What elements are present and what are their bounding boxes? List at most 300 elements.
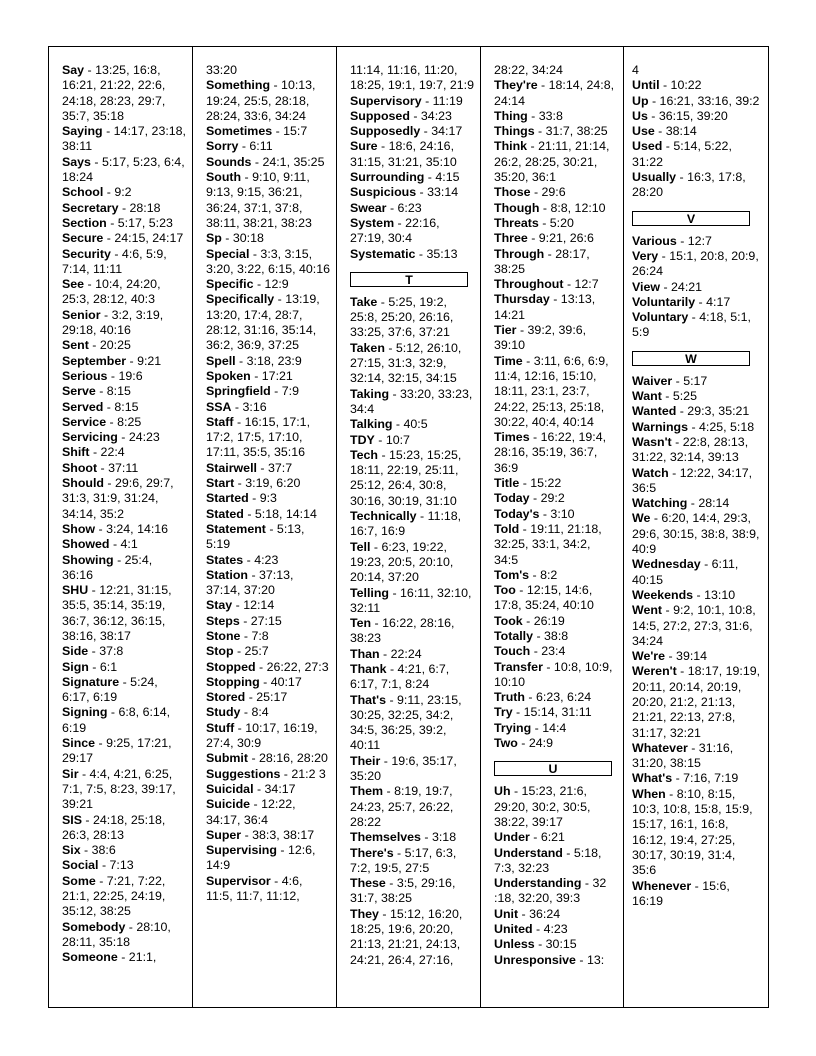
index-term: That's xyxy=(350,692,386,707)
index-page-refs: 27:15 xyxy=(250,613,282,628)
index-entry: Suggestions - 21:2 3 xyxy=(206,766,326,781)
index-term: Two xyxy=(494,736,518,751)
index-entry: Talking - 40:5 xyxy=(350,417,428,432)
index-term: Shoot xyxy=(62,460,98,475)
index-entry: Taking - 33:20, 33:23, 34:4 xyxy=(350,386,473,416)
index-page-refs: 15:1, 20:8, 20:9, 26:24 xyxy=(632,248,759,279)
index-term: Supervising xyxy=(206,843,277,858)
index-term: Supervisor xyxy=(206,873,271,888)
index-entry: Today - 29:2 xyxy=(494,491,565,506)
index-term: Weren't xyxy=(632,664,677,679)
index-page-refs: 3:3, 3:15, 3:20, 3:22, 6:15, 40:16 xyxy=(206,246,331,276)
index-term: Some xyxy=(62,873,96,888)
index-term: Stored xyxy=(206,690,246,705)
index-term: Surrounding xyxy=(350,170,425,185)
index-page-refs: 8:10, 8:15, 10:3, 10:8, 15:8, 15:9, 15:17, 16:1, 16:8, 16:12, 19:4, 27:25, 30:17, 30:19, 31:4, 35:6 xyxy=(632,786,753,878)
index-term: Since xyxy=(62,736,96,751)
index-term: Something xyxy=(206,78,271,93)
index-entry: Up - 16:21, 33:16, 39:2 xyxy=(632,93,760,108)
index-term: Wasn't xyxy=(632,434,672,449)
index-entry: Sometimes - 15:7 xyxy=(206,124,308,139)
index-entry: School - 9:2 xyxy=(62,185,132,200)
index-entry xyxy=(206,63,330,78)
index-term: Through xyxy=(494,246,545,261)
index-entry: Statement - 5:13, 5:19 xyxy=(206,521,305,552)
index-entry: Throughout - 12:7 xyxy=(494,277,599,292)
index-entry: Very - 15:1, 20:8, 20:9, 26:24 xyxy=(632,248,759,279)
index-page-refs: 40:17 xyxy=(270,674,302,689)
index-term: Technically xyxy=(350,509,417,524)
index-page-refs: 9:21, 26:6 xyxy=(538,231,594,246)
index-entry: Shift - 22:4 xyxy=(62,445,125,460)
index-term: Whenever xyxy=(632,878,692,893)
index-entry: Tier - 39:2, 39:6, 39:10 xyxy=(494,323,587,353)
index-entry: Try - 15:14, 31:11 xyxy=(494,705,592,720)
index-term: Study xyxy=(206,705,241,720)
index-entry: Study - 8:4 xyxy=(206,705,269,720)
index-page-refs: 10:8, 10:9, 10:10 xyxy=(494,659,613,689)
index-page-refs: 36:15, 39:20 xyxy=(658,108,728,123)
index-entry: South - 9:10, 9:11, 9:13, 9:15, 36:21, 36:24, 37:1, 37:8, 38:11, 38:21, 38:23 xyxy=(206,170,312,230)
index-term: Serious xyxy=(62,368,108,383)
index-page-refs: 8:15 xyxy=(106,384,131,399)
index-page-refs: 8:19, 19:7, 24:23, 25:7, 26:22, 28:22 xyxy=(350,784,454,829)
index-term: Servicing xyxy=(62,430,118,445)
index-page-refs: 5:14, 5:22, 31:22 xyxy=(632,139,732,169)
index-page-refs: 18:17, 19:19, 20:11, 20:14, 20:19, 20:20, 21:2, 21:13, 21:21, 22:13, 27:8, 31:17, 32:21 xyxy=(632,664,761,740)
index-term: Sometimes xyxy=(206,124,273,139)
index-term: Usually xyxy=(632,170,677,185)
index-term: Ten xyxy=(350,616,372,631)
index-entry: Them - 8:19, 19:7, 24:23, 25:7, 26:22, 28:22 xyxy=(350,784,454,829)
index-term: Unresponsive xyxy=(494,952,576,967)
index-entry: View - 24:21 xyxy=(632,279,703,294)
index-page-refs: 5:18, 7:3, 32:23 xyxy=(494,845,602,875)
index-term: Secretary xyxy=(62,200,119,215)
index-term: Senior xyxy=(62,307,101,322)
index-page-refs: 25:17 xyxy=(256,690,288,705)
index-term: Service xyxy=(62,414,107,429)
section-letter-heading: T xyxy=(350,272,468,287)
index-term: Somebody xyxy=(62,919,126,934)
index-term: Their xyxy=(350,753,381,768)
index-entry: Supposed - 34:23 xyxy=(350,108,452,123)
index-entry: Section - 5:17, 5:23 xyxy=(62,215,173,230)
index-page-refs: 33:14 xyxy=(427,185,459,200)
index-entry: Tom's - 8:2 xyxy=(494,567,558,582)
index-entry: Stay - 12:14 xyxy=(206,598,275,613)
index-term: Sir xyxy=(62,766,79,781)
index-page-refs: 5:25 xyxy=(672,389,697,404)
index-page-refs: 18:6, 24:16, 31:15, 31:21, 35:10 xyxy=(350,139,457,169)
index-entry: Thank - 4:21, 6:7, 6:17, 7:1, 8:24 xyxy=(350,661,450,692)
index-entry: Too - 12:15, 14:6, 17:8, 35:24, 40:10 xyxy=(494,583,594,613)
index-term: Suicide xyxy=(206,797,251,812)
index-page-refs: 15:23, 15:25, 18:11, 22:19, 25:11, 25:12, 26:4, 30:8, 30:16, 30:19, 31:10 xyxy=(350,447,462,508)
index-term: Threats xyxy=(494,215,539,230)
index-term: Station xyxy=(206,567,248,582)
index-entry: Steps - 27:15 xyxy=(206,613,282,628)
index-entry: Somebody - 28:10, 28:11, 35:18 xyxy=(62,919,171,949)
index-page-refs: 23:4 xyxy=(541,644,566,659)
index-entry: Stored - 25:17 xyxy=(206,690,288,705)
index-entry: Unresponsive - 13: xyxy=(494,952,605,967)
index-entry: Sign - 6:1 xyxy=(62,659,118,674)
index-term: Understand xyxy=(494,845,563,860)
index-page-refs: 35:13 xyxy=(426,246,458,261)
index-page-refs: 12:22, 34:17, 36:5 xyxy=(632,465,753,495)
index-page-refs: 28:16, 28:20 xyxy=(259,751,328,766)
index-page-refs: 7:9 xyxy=(281,384,299,399)
index-term: Than xyxy=(350,646,380,661)
index-term: Security xyxy=(62,246,111,261)
index-entry: Than - 22:24 xyxy=(350,646,422,661)
index-page-refs: 3:19, 6:20 xyxy=(245,476,301,491)
index-entry: Went - 9:2, 10:1, 10:8, 14:5, 27:2, 27:3, 31:6, 34:24 xyxy=(632,603,756,648)
index-term: School xyxy=(62,185,104,200)
index-entry: Sorry - 6:11 xyxy=(206,139,273,154)
index-page-refs: 4:23 xyxy=(254,552,279,567)
index-entry: Someone - 21:1, xyxy=(62,950,157,965)
index-term: Transfer xyxy=(494,659,543,674)
index-page-refs: 32 :18, 32:20, 39:3 xyxy=(494,876,607,906)
index-entry: Uh - 15:23, 21:6, 29:20, 30:2, 30:5, 38:22, 39:17 xyxy=(494,784,591,829)
index-term: Side xyxy=(62,644,89,659)
index-entry: Take - 5:25, 19:2, 25:8, 25:20, 26:16, 33:25, 37:6, 37:21 xyxy=(350,294,454,340)
index-entry: Sent - 20:25 xyxy=(62,338,131,353)
index-entry: Springfield - 7:9 xyxy=(206,384,299,399)
index-term: Unit xyxy=(494,906,519,921)
index-page-refs: 8:2 xyxy=(540,567,558,582)
index-entry: Social - 7:13 xyxy=(62,858,134,873)
index-entry: Two - 24:9 xyxy=(494,736,553,751)
index-entry: Suicide - 12:22, 34:17, 36:4 xyxy=(206,797,296,827)
index-entry: Usually - 16:3, 17:8, 28:20 xyxy=(632,170,746,200)
index-entry: Specifically - 13:19, 13:20, 17:4, 28:7, 28:12, 31:16, 35:14, 36:2, 36:9, 37:25 xyxy=(206,292,320,353)
index-entry: Three - 9:21, 26:6 xyxy=(494,231,594,246)
section-letter-heading: V xyxy=(632,211,750,226)
index-page-refs: 4:15 xyxy=(435,170,460,185)
index-entry: Stated - 5:18, 14:14 xyxy=(206,506,317,521)
index-term: Thank xyxy=(350,661,387,676)
index-page-refs: 34:23 xyxy=(420,108,452,123)
index-term: United xyxy=(494,922,533,937)
index-term: Try xyxy=(494,705,513,720)
index-entry: Say - 13:25, 16:8, 16:21, 21:22, 22:6, 24:18, 28:23, 29:7, 35:7, 35:18 xyxy=(62,63,166,123)
index-entry: Sure - 18:6, 24:16, 31:15, 31:21, 35:10 xyxy=(350,139,457,169)
index-term: Suicidal xyxy=(206,781,254,796)
index-term: Stone xyxy=(206,628,241,643)
index-entry: Surrounding - 4:15 xyxy=(350,170,460,185)
index-page-refs: 13:25, 16:8, 16:21, 21:22, 22:6, 24:18, 28:23, 29:7, 35:7, 35:18 xyxy=(62,63,166,123)
index-term: Tom's xyxy=(494,567,530,582)
index-entry: Shoot - 37:11 xyxy=(62,460,139,475)
index-term: Thursday xyxy=(494,292,550,307)
index-page-refs: 29:6 xyxy=(541,185,566,200)
index-page-refs: 7:16, 7:19 xyxy=(683,771,739,786)
index-entry: Specific - 12:9 xyxy=(206,277,289,292)
index-entry: Wanted - 29:3, 35:21 xyxy=(632,404,750,419)
index-entry: Sp - 30:18 xyxy=(206,231,264,246)
index-term: Supervisory xyxy=(350,93,422,108)
index-entry: Sounds - 24:1, 35:25 xyxy=(206,154,325,169)
index-page-refs: 6:23, 6:24 xyxy=(536,690,592,705)
index-page-refs: 9:2, 10:1, 10:8, 14:5, 27:2, 27:3, 31:6, 34:24 xyxy=(632,603,756,648)
index-page-refs: 25:4, 36:16 xyxy=(62,552,153,582)
index-entry: Special - 3:3, 3:15, 3:20, 3:22, 6:15, 40:16 xyxy=(206,246,331,276)
index-term: Taking xyxy=(350,386,390,401)
index-page-refs: 33:20 xyxy=(206,63,238,77)
index-page-refs: 20:25 xyxy=(99,338,131,353)
index-term: September xyxy=(62,353,127,368)
index-entry: Time - 3:11, 6:6, 6:9, 11:4, 12:16, 15:10, 18:11, 23:1, 23:7, 24:22, 25:13, 25:18, 30:22, 40:4, 40:14 xyxy=(494,353,609,429)
index-entry: Until - 10:22 xyxy=(632,78,702,93)
index-entry: Stopped - 26:22, 27:3 xyxy=(206,659,329,674)
index-entry: Supervising - 12:6, 14:9 xyxy=(206,843,316,873)
index-term: Tell xyxy=(350,539,371,554)
index-entry: Understand - 5:18, 7:3, 32:23 xyxy=(494,845,602,875)
index-entry: Telling - 16:11, 32:10, 32:11 xyxy=(350,585,472,615)
index-term: Told xyxy=(494,521,520,536)
index-page-refs: 6:23, 19:22, 19:23, 20:5, 20:10, 20:14, 37:20 xyxy=(350,539,454,585)
index-page-refs: 4:18, 5:1, 5:9 xyxy=(632,310,751,340)
index-entry: They - 15:12, 16:20, 18:25, 19:6, 20:20, 21:13, 21:21, 24:13, 24:21, 26:4, 27:16, xyxy=(350,906,463,967)
index-page-refs: 9:25, 17:21, 29:17 xyxy=(62,736,172,766)
index-term: Stop xyxy=(206,644,234,659)
index-entry: Weren't - 18:17, 19:19, 20:11, 20:14, 20:19, 20:20, 21:2, 21:13, 21:21, 22:13, 27:8, 31:17, 32:21 xyxy=(632,664,761,740)
index-page-refs: 12:7 xyxy=(687,233,712,248)
index-entry: Suicidal - 34:17 xyxy=(206,781,296,796)
index-entry: Sir - 4:4, 4:21, 6:25, 7:1, 7:5, 8:23, 39:17, 39:21 xyxy=(62,766,176,812)
index-page-refs: 5:17, 5:23, 6:4, 18:24 xyxy=(62,154,185,185)
index-entry: Service - 8:25 xyxy=(62,414,142,429)
index-entry: There's - 5:17, 6:3, 7:2, 19:5, 27:5 xyxy=(350,845,457,875)
index-term: Sounds xyxy=(206,154,252,169)
index-page-refs: 12:9 xyxy=(264,277,289,292)
index-page-refs: 8:4 xyxy=(251,705,269,720)
index-term: Wednesday xyxy=(632,557,701,572)
index-term: Three xyxy=(494,231,528,246)
index-term: View xyxy=(632,279,661,294)
index-term: Title xyxy=(494,476,520,491)
index-entry: Served - 8:15 xyxy=(62,399,139,414)
index-term: Truth xyxy=(494,690,525,705)
index-entry: Wednesday - 6:11, 40:15 xyxy=(632,557,739,587)
index-page-refs: 4:23 xyxy=(543,922,568,937)
index-entry: Trying - 14:4 xyxy=(494,720,567,735)
index-entry: Various - 12:7 xyxy=(632,233,712,248)
index-entry: Servicing - 24:23 xyxy=(62,430,160,445)
index-term: There's xyxy=(350,845,394,860)
index-page-refs: 10:17, 16:19, 27:4, 30:9 xyxy=(206,720,318,751)
index-page-refs: 4:1 xyxy=(120,537,138,552)
index-term: Staff xyxy=(206,414,234,429)
index-term: Showed xyxy=(62,537,110,552)
index-page-refs: 17:21 xyxy=(261,368,293,383)
index-entry: SIS - 24:18, 25:18, 26:3, 28:13 xyxy=(62,812,166,842)
index-term: Spell xyxy=(206,353,236,368)
index-page-refs: 10:22 xyxy=(670,78,702,93)
index-page-refs: 3:5, 29:16, 31:7, 38:25 xyxy=(350,876,456,906)
index-term: Sent xyxy=(62,338,89,353)
index-page-refs: 38:3, 38:17 xyxy=(252,827,315,842)
index-page-refs: 15:12, 16:20, 18:25, 19:6, 20:20, 21:13, 21:21, 24:13, 24:21, 26:4, 27:16, xyxy=(350,906,463,967)
index-term: Want xyxy=(632,389,662,404)
index-term: Warnings xyxy=(632,419,688,434)
index-entry: Us - 36:15, 39:20 xyxy=(632,108,728,123)
index-entry: Voluntary - 4:18, 5:1, 5:9 xyxy=(632,310,751,340)
index-term: Supposedly xyxy=(350,124,421,139)
index-entry: Today's - 3:10 xyxy=(494,506,575,521)
index-page-refs: 10:4, 24:20, 25:3, 28:12, 40:3 xyxy=(62,277,161,307)
index-entry: Weekends - 13:10 xyxy=(632,587,736,602)
index-term: Specifically xyxy=(206,292,275,307)
index-page-refs: 21:2 3 xyxy=(291,766,326,781)
index-entry: Whatever - 31:16, 31:20, 38:15 xyxy=(632,740,734,771)
index-entry: Stuff - 10:17, 16:19, 27:4, 30:9 xyxy=(206,720,318,751)
index-term: Watch xyxy=(632,465,669,480)
index-entry: TDY - 10:7 xyxy=(350,432,410,447)
index-page-refs: 31:7, 38:25 xyxy=(545,124,608,139)
index-page-refs: 4:4, 4:21, 6:25, 7:1, 7:5, 8:23, 39:17, 39:21 xyxy=(62,766,176,812)
index-page-refs: 10:7 xyxy=(385,432,410,447)
index-page-refs: 13:19, 13:20, 17:4, 28:7, 28:12, 31:16, 35:14, 36:2, 36:9, 37:25 xyxy=(206,292,320,353)
index-entry: Secretary - 28:18 xyxy=(62,200,161,215)
index-term: Weekends xyxy=(632,587,694,602)
index-page-refs: 37:11 xyxy=(108,460,139,475)
index-entry: SHU - 12:21, 31:15, 35:5, 35:14, 35:19, 36:7, 36:12, 36:15, 38:16, 38:17 xyxy=(62,583,172,643)
index-term: Stairwell xyxy=(206,460,257,475)
index-term: Today's xyxy=(494,506,540,521)
index-term: They're xyxy=(494,78,538,93)
index-term: Statement xyxy=(206,521,266,536)
index-page-refs: 8:25 xyxy=(117,414,142,429)
index-entry: Spell - 3:18, 23:9 xyxy=(206,353,302,368)
index-entry: We're - 39:14 xyxy=(632,649,708,664)
index-term: Should xyxy=(62,476,104,491)
index-entry: United - 4:23 xyxy=(494,922,568,937)
index-term: Stuff xyxy=(206,720,235,735)
index-page-refs: 6:11, 40:15 xyxy=(632,557,739,587)
index-page-refs: 9:3 xyxy=(259,491,277,506)
index-page-refs: 28:22, 34:24 xyxy=(494,63,563,77)
index-term: Served xyxy=(62,399,104,414)
index-term: Totally xyxy=(494,628,534,643)
index-entry: Staff - 16:15, 17:1, 17:2, 17:5, 17:10, 17:11, 35:5, 35:16 xyxy=(206,414,311,460)
index-entry: Unit - 36:24 xyxy=(494,906,561,921)
index-term: Specific xyxy=(206,277,254,292)
index-term: Understanding xyxy=(494,876,582,891)
index-entry: What's - 7:16, 7:19 xyxy=(632,771,739,786)
index-page-refs: 37:13, 37:14, 37:20 xyxy=(206,567,294,598)
index-entry: Use - 38:14 xyxy=(632,124,697,139)
index-page-refs: 22:8, 28:13, 31:22, 32:14, 39:13 xyxy=(632,434,749,465)
index-term: Someone xyxy=(62,950,118,965)
index-term: Various xyxy=(632,233,677,248)
index-page-refs: 19:6 xyxy=(118,368,143,383)
index-term: Taken xyxy=(350,340,385,355)
index-term: Until xyxy=(632,78,660,93)
index-entry: Through - 28:17, 38:25 xyxy=(494,246,590,276)
index-page-refs: 3:18, 23:9 xyxy=(246,353,302,368)
index-term: Says xyxy=(62,154,91,169)
index-entry: Technically - 11:18, 16:7, 16:9 xyxy=(350,509,462,539)
index-entry: Taken - 5:12, 26:10, 27:15, 31:3, 32:9, 32:14, 32:15, 34:15 xyxy=(350,340,462,386)
index-entry: Senior - 3:2, 3:19, 29:18, 40:16 xyxy=(62,307,164,338)
index-page-refs: 4:6, 5:9, 7:14, 11:11 xyxy=(62,246,167,276)
index-page-refs: 3:10 xyxy=(550,506,575,521)
index-entry: Warnings - 4:25, 5:18 xyxy=(632,419,755,434)
index-entry: Truth - 6:23, 6:24 xyxy=(494,690,592,705)
index-page-refs: 38:8 xyxy=(544,628,569,643)
index-entry: Some - 7:21, 7:22, 21:1, 22:25, 24:19, 35:12, 38:25 xyxy=(62,873,166,919)
index-entry: That's - 9:11, 23:15, 30:25, 32:25, 34:2, 34:5, 36:25, 39:2, 40:11 xyxy=(350,692,462,753)
index-entry: States - 4:23 xyxy=(206,552,279,567)
index-page-refs: 19:6, 35:17, 35:20 xyxy=(350,753,457,784)
index-entry: Something - 10:13, 19:24, 25:5, 28:18, 28:24, 33:6, 34:24 xyxy=(206,78,316,123)
index-entry: When - 8:10, 8:15, 10:3, 10:8, 15:8, 15:9, 15:17, 16:1, 16:8, 16:12, 19:4, 27:25, 30:17, 30:19, 31:4, 35:6 xyxy=(632,786,753,878)
index-page-refs: 4:17 xyxy=(706,294,731,309)
index-entry: Whenever - 15:6, 16:19 xyxy=(632,878,730,908)
index-term: Them xyxy=(350,784,384,799)
index-entry: Showed - 4:1 xyxy=(62,537,138,552)
index-entry: These - 3:5, 29:16, 31:7, 38:25 xyxy=(350,876,456,906)
index-entry xyxy=(494,63,617,78)
index-page-refs: 3:11, 6:6, 6:9, 11:4, 12:16, 15:10, 18:11, 23:1, 23:7, 24:22, 25:13, 25:18, 30:22, 40:4, 40:14 xyxy=(494,353,609,429)
index-page-refs: 34:17 xyxy=(264,781,296,796)
index-term: Supposed xyxy=(350,108,410,123)
index-page-refs: 7:13 xyxy=(109,858,134,873)
index-page-refs: 9:11, 23:15, 30:25, 32:25, 34:2, 34:5, 36:25, 39:2, 40:11 xyxy=(350,692,462,753)
index-page-refs: 16:15, 17:1, 17:2, 17:5, 17:10, 17:11, 35:5, 35:16 xyxy=(206,414,311,460)
index-term: Up xyxy=(632,93,649,108)
index-page-refs: 7:21, 7:22, 21:1, 22:25, 24:19, 35:12, 38:25 xyxy=(62,873,166,919)
index-page-refs: 16:21, 33:16, 39:2 xyxy=(659,93,760,108)
index-entry: Watch - 12:22, 34:17, 36:5 xyxy=(632,465,753,495)
index-term: Saying xyxy=(62,124,103,139)
index-term: Special xyxy=(206,246,250,261)
index-page-refs: 3:16 xyxy=(242,399,267,414)
index-term: Stated xyxy=(206,506,244,521)
index-page-refs: 22:16, 27:19, 30:4 xyxy=(350,215,440,246)
index-term: Tech xyxy=(350,447,378,462)
index-entry: Touch - 23:4 xyxy=(494,644,566,659)
index-page-refs: 22:4 xyxy=(100,445,125,460)
index-term: Too xyxy=(494,583,516,598)
index-entry: Super - 38:3, 38:17 xyxy=(206,827,315,842)
index-entry: Should - 29:6, 29:7, 31:3, 31:9, 31:24, 34:14, 35:2 xyxy=(62,476,174,521)
index-term: Signature xyxy=(62,674,120,689)
index-page-refs: 6:23 xyxy=(397,200,422,215)
index-entry: Supposedly - 34:17 xyxy=(350,124,463,139)
index-entry: SSA - 3:16 xyxy=(206,399,267,414)
index-entry: Supervisory - 11:19 xyxy=(350,93,463,108)
index-page-refs: 4:6, 11:5, 11:7, 11:12, xyxy=(206,873,303,904)
index-term: Suspicious xyxy=(350,185,417,200)
index-page-frame xyxy=(48,46,769,1008)
index-term: SHU xyxy=(62,583,89,598)
index-page-refs: 16:22, 19:4, 28:16, 35:19, 36:7, 36:9 xyxy=(494,430,607,475)
index-entry: Since - 9:25, 17:21, 29:17 xyxy=(62,736,172,766)
index-entry: Submit - 28:16, 28:20 xyxy=(206,751,328,766)
index-term: Trying xyxy=(494,720,532,735)
index-page-refs: 40:5 xyxy=(403,417,428,432)
index-entry: Threats - 5:20 xyxy=(494,215,574,230)
index-page-refs: 11:18, 16:7, 16:9 xyxy=(350,509,462,539)
index-page-refs: 15:7 xyxy=(283,124,308,139)
index-term: Sign xyxy=(62,659,89,674)
index-page-refs: 13:13, 14:21 xyxy=(494,292,596,322)
